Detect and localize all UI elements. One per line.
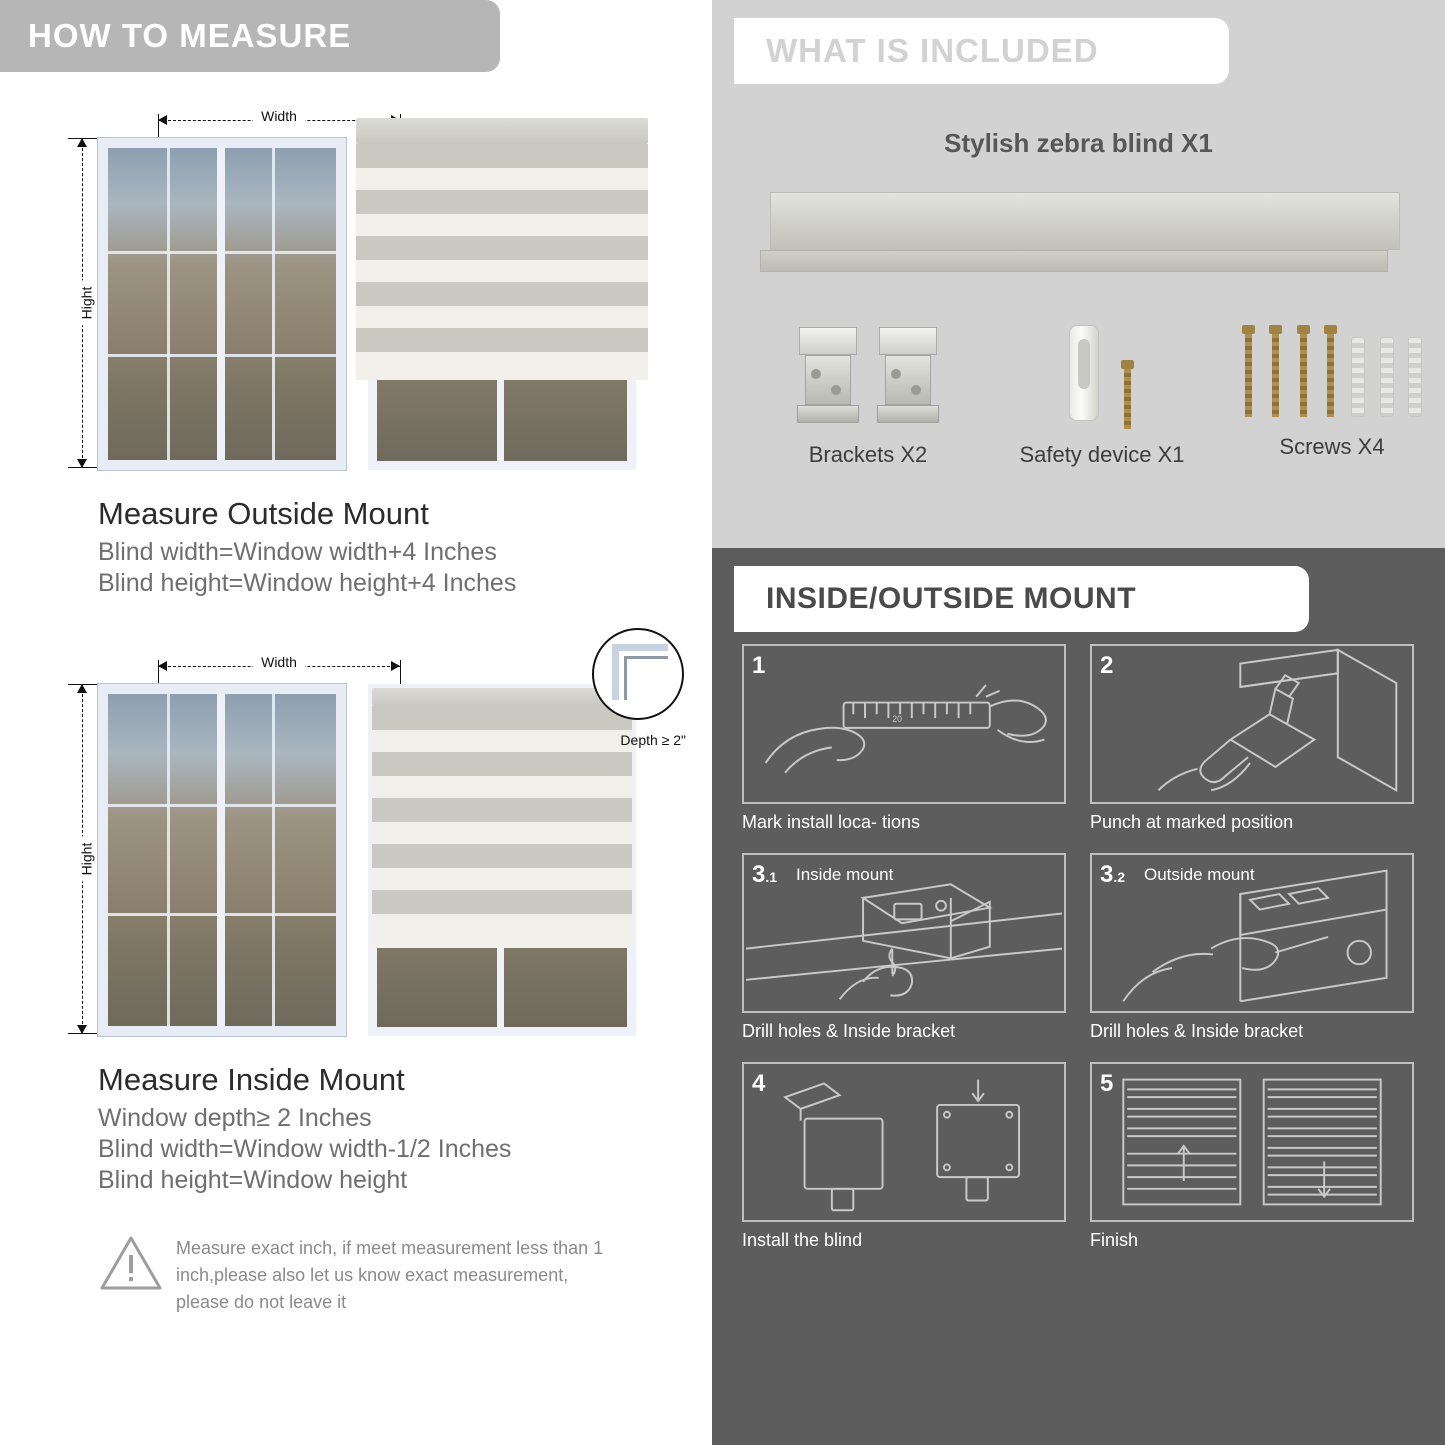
- inside-mount-diagram: [60, 646, 686, 1046]
- step-number: 3: [752, 861, 766, 888]
- wall-anchor-icon: [1351, 337, 1365, 417]
- inside-outside-mount-panel: [712, 548, 1445, 1445]
- outside-width-label: Width: [253, 108, 305, 124]
- wall-anchor-icon: [1408, 337, 1422, 417]
- screws-icon: [1121, 360, 1134, 430]
- screws-icon: [1242, 325, 1255, 417]
- how-to-measure-panel: [0, 0, 712, 1445]
- finished-blind-icon: [1092, 1064, 1412, 1220]
- step-caption: Drill holes & Inside bracket: [742, 1021, 956, 1041]
- outside-height-dimension: [70, 138, 94, 468]
- install-step: [742, 853, 1066, 1042]
- inside-outside-mount-banner: [734, 566, 1309, 632]
- svg-text:20: 20: [892, 714, 903, 725]
- outside-mount-heading: Measure Outside Mount: [98, 496, 429, 531]
- outside-mount-diagram: [60, 100, 680, 480]
- warning-triangle-icon: [100, 1235, 162, 1291]
- how-to-measure-banner: [0, 0, 500, 72]
- right-panels: [712, 0, 1445, 1445]
- drill-icon: [1092, 646, 1412, 802]
- part-brackets-label: Brackets X2: [808, 442, 928, 467]
- step-caption: Punch at marked position: [1090, 812, 1294, 832]
- step-number: 2: [1100, 652, 1114, 679]
- step-caption: Install the blind: [742, 1230, 863, 1250]
- included-parts-list: [752, 325, 1412, 515]
- install-step: [742, 1062, 1066, 1251]
- part-screws-label: Screws X4: [1279, 434, 1385, 459]
- step-inner-label: Outside mount: [1144, 865, 1255, 884]
- how-to-measure-title: HOW TO MEASURE: [28, 17, 352, 54]
- what-is-included-panel: [712, 0, 1445, 548]
- install-steps: [742, 644, 1414, 1271]
- wall-anchor-icon: [1380, 337, 1394, 417]
- window-illustration-inside: [98, 684, 346, 1036]
- part-safety-device-label: Safety device X1: [1019, 442, 1185, 467]
- measurement-note-text: Measure exact inch, if meet measurement less than 1 inch,please also let us know exact measurement, please do not leave it: [176, 1238, 604, 1312]
- step-number: 5: [1100, 1070, 1114, 1097]
- inside-outside-mount-title: INSIDE/OUTSIDE MOUNT: [766, 582, 1137, 615]
- step-number: 4: [752, 1070, 766, 1097]
- depth-callout-icon: [592, 628, 684, 720]
- step-caption: Mark install loca- tions: [742, 812, 921, 832]
- install-step: [1090, 1062, 1414, 1251]
- step-caption: Finish: [1090, 1230, 1139, 1250]
- zebra-blind-inside: [372, 688, 632, 948]
- bracket-icon: [795, 325, 861, 425]
- window-illustration-outside: [98, 138, 346, 470]
- outside-height-label: Hight: [76, 281, 96, 326]
- bracket-install-icon: [744, 855, 1064, 1011]
- outside-mount-line-1: Blind width=Window width+4 Inches: [98, 538, 497, 566]
- part-brackets: [768, 325, 968, 468]
- inside-mount-heading: Measure Inside Mount: [98, 1062, 405, 1097]
- step-inner-label: Inside mount: [796, 865, 894, 884]
- outside-mount-line-2: Blind height=Window height+4 Inches: [98, 569, 517, 597]
- screws-icon: [1324, 325, 1337, 417]
- inside-mount-line-1: Window depth≥ 2 Inches: [98, 1104, 372, 1132]
- inside-mount-line-2: Blind width=Window width-1/2 Inches: [98, 1135, 512, 1163]
- step-number: 3: [1100, 861, 1114, 888]
- install-step: [1090, 644, 1414, 833]
- inside-width-label: Width: [253, 654, 305, 670]
- measurement-note: [100, 1235, 620, 1316]
- inside-width-dimension: [158, 654, 400, 674]
- inside-height-label: Hight: [76, 837, 96, 882]
- measuring-tape-icon: [744, 646, 1064, 802]
- step-caption: Drill holes & Inside bracket: [1090, 1021, 1304, 1041]
- screws-icon: [1297, 325, 1310, 417]
- what-is-included-title: WHAT IS INCLUDED: [766, 32, 1099, 69]
- bracket-icon: [875, 325, 941, 425]
- part-screws: [1232, 325, 1432, 460]
- inside-mount-line-3: Blind height=Window height: [98, 1166, 408, 1194]
- safety-device-icon: [1065, 325, 1103, 425]
- depth-label: Depth ≥ 2": [620, 732, 686, 748]
- screws-icon: [1269, 325, 1282, 417]
- step-number: 1: [752, 652, 766, 679]
- part-safety-device: [992, 325, 1212, 468]
- step-number-sub: .2: [1113, 869, 1126, 885]
- zebra-blind-headrail-illustration: [760, 192, 1400, 282]
- included-main-item: Stylish zebra blind X1: [944, 128, 1213, 158]
- install-step: [1090, 853, 1414, 1042]
- what-is-included-banner: [734, 18, 1229, 84]
- install-step: [742, 644, 1066, 833]
- step-number-sub: .1: [765, 869, 778, 885]
- blind-install-icon: [744, 1064, 1064, 1220]
- zebra-blind-outside: [356, 118, 648, 380]
- inside-height-dimension: [70, 684, 94, 1034]
